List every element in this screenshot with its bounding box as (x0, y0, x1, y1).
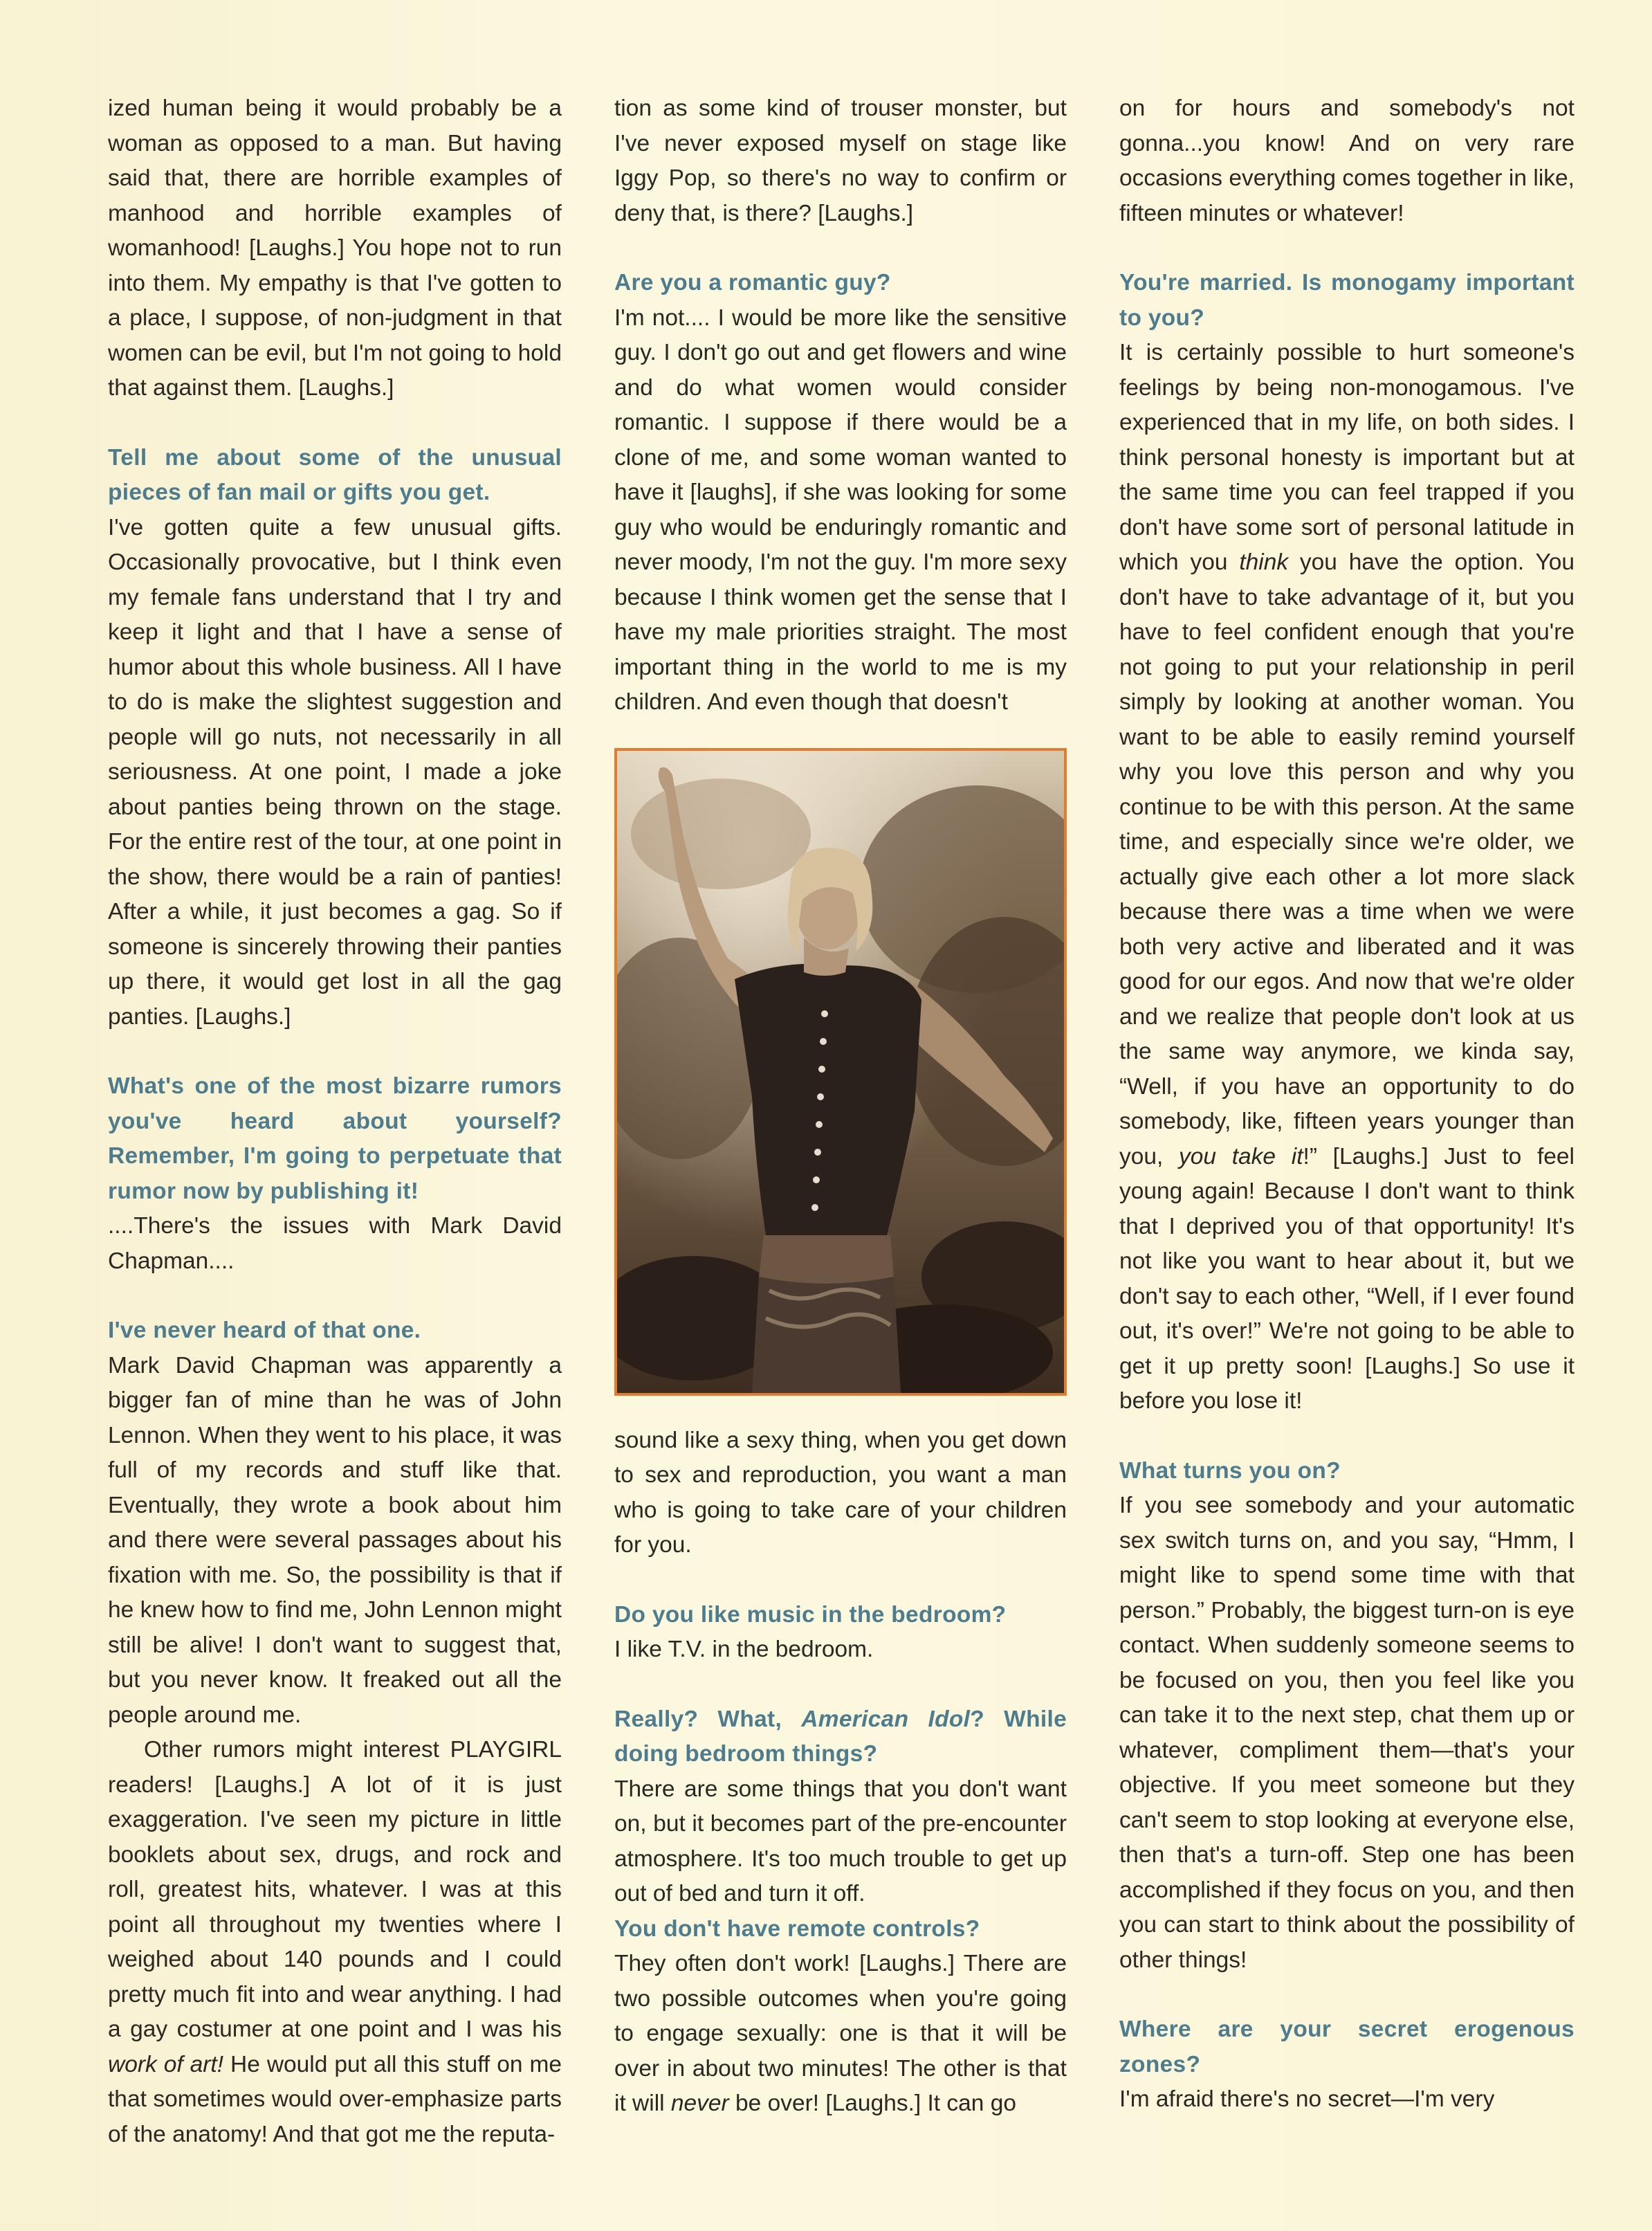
text-run: Really? What, (614, 1706, 802, 1732)
emphasis: think (1239, 549, 1289, 575)
question-heading: You don't have remote controls? (614, 1915, 980, 1942)
emphasis: work of art! (108, 2051, 224, 2077)
paragraph: I like T.V. in the bedroom. (614, 1637, 874, 1662)
paragraph (108, 1733, 562, 2152)
question-heading: Are you a romantic guy? (614, 270, 891, 295)
portrait-illustration (617, 751, 1064, 1393)
portrait-photo (614, 748, 1067, 1396)
question-heading: Tell me about some of the unusual pieces of fan mail or gifts you get. (108, 444, 562, 505)
emphasis: you take it (1179, 1143, 1303, 1169)
emphasis: American Idol (801, 1706, 971, 1732)
paragraph: Mark David Chapman was apparently a bigger fan of mine than he was of John Lennon. When they went to his place, it was full of my records and stuff like that. Eventually, they wrote a book about him and there were several passages about his fixation with me. So, the possibility is that if he knew how to find me, John Lennon might still be alive! I don't want to suggest that, but you never know. It freaked out all the people around me. (108, 1352, 562, 1728)
text-run: Other rumors might interest PLAYGIRL readers! [Laughs.] A lot of it is just exaggeration. I've seen my picture in little booklets about sex, drugs, and rock and roll, greatest hits, whatever. I was at this point all throughout my twenties where I weighed about 140 pounds and I could pretty much fit into and wear anything. I had a gay costumer at one point and I was his (108, 1737, 562, 2042)
paragraph (1119, 336, 1575, 1419)
emphasis: never (670, 2091, 729, 2116)
paragraph (614, 1947, 1067, 2122)
column-1 (108, 91, 562, 2152)
paragraph: sound like a sexy thing, when you get down to sex and reproduction, you want a man who is going to take care of your children for you. (614, 1427, 1067, 1558)
paragraph: I'm not.... I would be more like the sensitive guy. I don't go out and get flowers and wine and do what women would consider romantic. I suppose if there would be a clone of me, and some woman wanted to have it [laughs], if she was looking for some guy who would be enduringly romantic and never moody, I'm not the guy. I'm more sexy because I think women get the sense that I have my male priorities straight. The most important thing in the world to me is my children. And even though that doesn't (614, 304, 1067, 715)
paragraph: I'm afraid there's no secret—I'm very (1119, 2086, 1495, 2112)
paragraph: ized human being it would probably be a woman as opposed to a man. But having said that, there are horrible examples of manhood and horrible examples of womanhood! [Laughs.] You hope not to run into them. My empathy is that I've gotten to a place, I suppose, of non-judgment in that women can be evil, but I'm not going to hold that against them. [Laughs.] (108, 95, 562, 401)
text-run: ? While doing bedroom things? (614, 1706, 1067, 1767)
column-3 (1119, 91, 1575, 2118)
paragraph: tion as some kind of trouser monster, but I've never exposed myself on stage like Iggy Pop, so there's no way to confirm or deny that, is there? [Laughs.] (614, 95, 1067, 226)
paragraph: I've gotten quite a few unusual gifts. Occasionally provocative, but I think even my female fans understand that I try and keep it light and that I have a sense of humor about this whole business. All I have to do is make the slightest suggestion and people will go nuts, not necessarily in all seriousness. At one point, I made a joke about panties being thrown on the stage. For the entire rest of the tour, at one point in the show, there would be a rain of panties! After a while, it just becomes a gag. So if someone is sincerely throwing their panties up there, it would get lost in all the gag panties. [Laughs.] (108, 514, 562, 1030)
paragraph: There are some things that you don't want on, but it becomes part of the pre-encounter atmosphere. It's too much trouble to get up out of bed and turn it off. (614, 1776, 1067, 1906)
column-2 (614, 91, 1067, 2122)
question-heading: What turns you on? (1119, 1457, 1341, 1484)
question-heading: You're married. Is monogamy important to you? (1119, 270, 1575, 331)
question-heading: I've never heard of that one. (108, 1318, 421, 1343)
text-run: It is certainly possible to hurt someone's feelings by being non-monogamous. I've experienced that in my life, on both sides. I think personal honesty is important but at the same time you can feel trapped if you don't have some sort of personal latitude in which you (1119, 340, 1575, 575)
text-run: He would put all this stuff on me that sometimes would over-emphasize parts of the anatomy! And that got me the reputa- (108, 2051, 562, 2147)
paragraph: ....There's the issues with Mark David Chapman.... (108, 1213, 562, 1274)
paragraph: If you see somebody and your automatic sex switch turns on, and you say, “Hmm, I might like to spend some time with that person.” Probably, the biggest turn-on is eye contact. When suddenly someone seems to be focused on you, then you feel like you can take it to the next step, chat them up or whatever, compliment them—that's your objective. If you meet someone but they can't seem to stop looking at everyone else, then that's a turn-off. Step one has been accomplished if they focus on you, and then you can start to think about the possibility of other things! (1119, 1493, 1575, 1973)
question-heading: What's one of the most bizarre rumors you've heard about yourself? Remember, I'm going to perpetuate that rumor now by publishing it! (108, 1073, 562, 1204)
text-run: !” [Laughs.] Just to feel young again! Because I don't want to think that I deprived you of that opportunity! It's not like you want to hear about it, but we don't say to each other, “Well, if I ever found out, it's over!” We're not going to be able to get it up pretty soon! [Laughs.] So use it before you lose it! (1119, 1143, 1575, 1414)
question-heading: Do you like music in the bedroom? (614, 1601, 1007, 1628)
text-run: you have the option. You don't have to take advantage of it, but you have to feel confident enough that you're not going to put your relationship in peril simply by looking at another woman. You want to be able to easily remind yourself why you love this person and why you continue to be with this person. At the same time, and especially since we're older, we actually give each other a lot more slack because there was a time when we were both very active and liberated and it was good for our egos. And now that we're older and we realize that people don't look at us the same way anymore, we kinda say, “Well, if you have an opportunity to do somebody, like, fifteen years younger than you, (1119, 549, 1575, 1169)
question-heading (614, 1702, 1067, 1772)
text-run: They often don't work! [Laughs.] There are two possible outcomes when you're going to engage sexually: one is that it will be over in about two minutes! The other is that it will (614, 1951, 1067, 2116)
question-heading: Where are your secret erogenous zones? (1119, 2016, 1575, 2077)
paragraph: on for hours and somebody's not gonna...you know! And on very rare occasions everything comes together in like, fifteen minutes or whatever! (1119, 95, 1575, 226)
text-run: be over! [Laughs.] It can go (728, 2091, 1017, 2116)
